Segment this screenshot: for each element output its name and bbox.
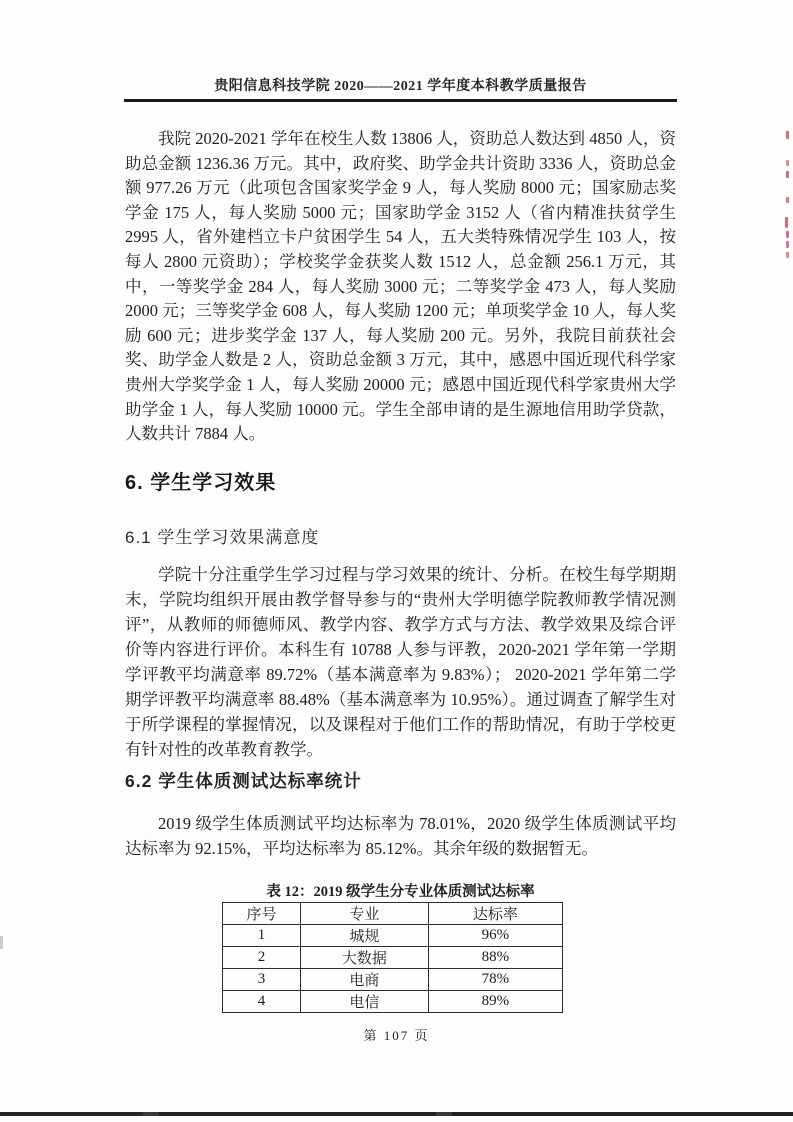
fitness-test-table [222, 902, 563, 1013]
scan-artifact-mark [785, 217, 788, 228]
scan-artifact-mark [786, 241, 789, 248]
table-cell-rate: 88% [428, 947, 562, 969]
table-cell-index: 1 [223, 925, 301, 947]
section-heading-6-1: 6.1 学生学习效果满意度 [125, 528, 320, 547]
scan-artifact-mark [786, 231, 789, 238]
table-header-major: 专业 [301, 903, 429, 925]
table-title: 表 12：2019 级学生分专业体质测试达标率 [266, 884, 535, 900]
header-rule [124, 99, 677, 102]
table-row [223, 947, 563, 969]
page-header-title: 贵阳信息科技学院 2020——2021 学年度本科教学质量报告 [214, 79, 587, 94]
table-cell-rate: 78% [428, 969, 562, 991]
scan-artifact-mark [786, 252, 789, 258]
table-cell-major: 电信 [301, 991, 429, 1013]
scan-artifact-mark [786, 160, 789, 166]
paragraph-6-1: 学院十分注重学生学习过程与学习效果的统计、分析。在校生每学期期末，学院均组织开展由教学督导参与的“贵州大学明德学院教师教学情况测评”，从教师的师德师风、教学内容、教学方式与方法、教学效果及综合评价等内容进行评价。本科生有 10788 人参与评教，2020-2021 学年第一学期学评教平均满意率 89.72%（基本满意率为 9.83%）； 2020-2021 学年第二学期学评教平均满意率 88.48%（基本满意率为 10.95%）。通过调查了解学生对于所学课程的掌握情况，以及课程对于他们工作的帮助情况，有助于学校更有针对性的改革教育教学。 [125, 565, 676, 759]
table-cell-rate: 96% [428, 925, 562, 947]
table-header-rate: 达标率 [428, 903, 562, 925]
scan-artifact-mark [786, 171, 789, 178]
table-header-index: 序号 [223, 903, 301, 925]
table-cell-rate: 89% [428, 991, 562, 1013]
table-cell-index: 3 [223, 969, 301, 991]
table-cell-index: 4 [223, 991, 301, 1013]
scan-artifact-mark [786, 197, 789, 203]
section-heading-6-2: 6.2 学生体质测试达标率统计 [125, 771, 362, 791]
table-cell-major: 电商 [301, 969, 429, 991]
table-row [223, 991, 563, 1013]
paragraph-6-2: 2019 级学生体质测试平均达标率为 78.01%，2020 级学生体质测试平均达标率为 92.15%，平均达标率为 85.12%。其余年级的数据暂无。 [125, 814, 676, 858]
page-number-footer: 第 107 页 [363, 1028, 430, 1043]
table-header-row [223, 903, 563, 925]
table-cell-index: 2 [223, 947, 301, 969]
table-row [223, 969, 563, 991]
scan-artifact-mark [0, 936, 3, 949]
table-cell-major: 大数据 [301, 947, 429, 969]
section-heading-6: 6. 学生学习效果 [125, 472, 277, 494]
table-row [223, 925, 563, 947]
intro-paragraph: 我院 2020-2021 学年在校生人数 13806 人，资助总人数达到 4850 人，资助总金额 1236.36 万元。其中，政府奖、助学金共计资助 3336 人，资助总金额 977.26 万元（此项包含国家奖学金 9 人，每人奖励 8000 元；国家励志奖学金 175 人，每人奖励 5000 元；国家助学金 3152 人（省内精准扶贫学生 2995 人，省外建档立卡户贫困学生 54 人，五大类特殊情况学生 103 人，按每人 2800 元资助）；学校奖学金获奖人数 1512 人，总金额 256.1 万元，其中，一等奖学金 284 人，每人奖励 3000 元；二等奖学金 473 人，每人奖励 2000 元；三等奖学金 608 人，每人奖励 1200 元；单项奖学金 10 人，每人奖励 600 元；进步奖学金 137 人，每人奖励 200 元。另外，我院目前获社会奖、助学金人数是 2 人，资助总金额 3 万元，其中，感恩中国近现代科学家贵州大学奖学金 1 人，每人奖励 20000 元；感恩中国近现代科学家贵州大学助学金 1 人，每人奖励 10000 元。学生全部申请的是生源地信用助学贷款，人数共计 7884 人。 [125, 129, 676, 444]
scan-artifact-mark [786, 131, 789, 139]
scan-bottom-edge [0, 1112, 793, 1116]
table-cell-major: 城规 [301, 925, 429, 947]
